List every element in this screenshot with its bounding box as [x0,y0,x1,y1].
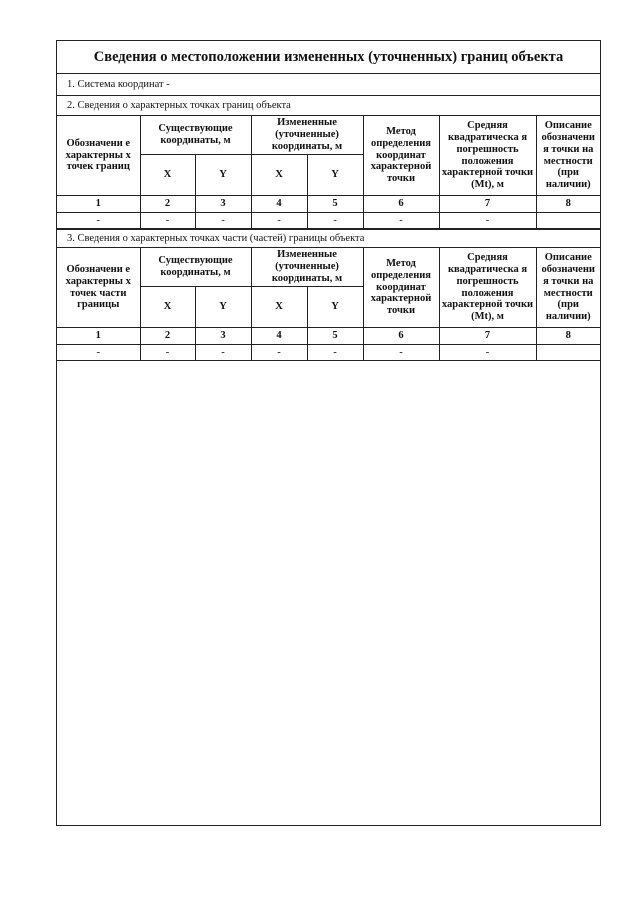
table-cell: - [140,213,195,229]
document-title: Сведения о местоположении измененных (уточненных) границ объекта [57,41,600,74]
table-cell: - [307,213,363,229]
table-cell: - [195,213,251,229]
table-row [57,213,600,229]
header-description: Описание обозначени я точки на местности (при наличии) [536,116,600,196]
column-number: 6 [363,196,439,213]
header-existing-y: Y [195,287,251,328]
header-method: Метод определения координат характерной точки [363,248,439,328]
column-numbers-row [57,196,600,213]
table-cell: - [251,213,307,229]
header-existing-y: Y [195,155,251,196]
header-changed-x: X [251,287,307,328]
table-cell: - [140,345,195,361]
table-cell: - [307,345,363,361]
header-existing-coordinates: Существующие координаты, м [140,116,251,155]
column-number: 2 [140,328,195,345]
header-existing-coordinates: Существующие координаты, м [140,248,251,287]
header-point-designation: Обозначени е характерны х точек части границы [57,248,140,328]
table-cell: - [195,345,251,361]
column-number: 5 [307,328,363,345]
header-description: Описание обозначени я точки на местности (при наличии) [536,248,600,328]
column-number: 5 [307,196,363,213]
header-existing-x: X [140,287,195,328]
header-changed-y: Y [307,155,363,196]
table-row [57,345,600,361]
header-mean-error: Средняя квадратическа я погрешность положения характерной точки (Mt), м [439,248,536,328]
column-number: 7 [439,196,536,213]
column-number: 6 [363,328,439,345]
column-number: 1 [57,328,140,345]
column-number: 3 [195,196,251,213]
table-cell: - [251,345,307,361]
section-part-boundary-points: 3. Сведения о характерных точках части (частей) границы объекта [57,229,600,248]
column-number: 7 [439,328,536,345]
header-changed-y: Y [307,287,363,328]
part-boundary-points-table [57,248,600,361]
column-number: 2 [140,196,195,213]
table-cell: - [363,345,439,361]
header-changed-coordinates: Измененные (уточненные) координаты, м [251,248,363,287]
table-cell: - [363,213,439,229]
table-cell [536,345,600,361]
header-point-designation: Обозначени е характерны х точек границ [57,116,140,196]
header-existing-x: X [140,155,195,196]
table-cell: - [439,345,536,361]
section-coordinate-system: 1. Система координат - [57,74,600,96]
table-cell [536,213,600,229]
header-method: Метод определения координат характерной точки [363,116,439,196]
document-frame [56,40,601,826]
header-changed-coordinates: Измененные (уточненные) координаты, м [251,116,363,155]
section-boundary-points: 2. Сведения о характерных точках границ объекта [57,96,600,116]
column-number: 4 [251,328,307,345]
column-number: 1 [57,196,140,213]
header-mean-error: Средняя квадратическа я погрешность положения характерной точки (Mt), м [439,116,536,196]
boundary-points-table [57,116,600,229]
table-cell: - [57,345,140,361]
column-number: 4 [251,196,307,213]
column-number: 8 [536,196,600,213]
table-cell: - [57,213,140,229]
table-cell: - [439,213,536,229]
column-number: 3 [195,328,251,345]
header-changed-x: X [251,155,307,196]
column-number: 8 [536,328,600,345]
column-numbers-row [57,328,600,345]
